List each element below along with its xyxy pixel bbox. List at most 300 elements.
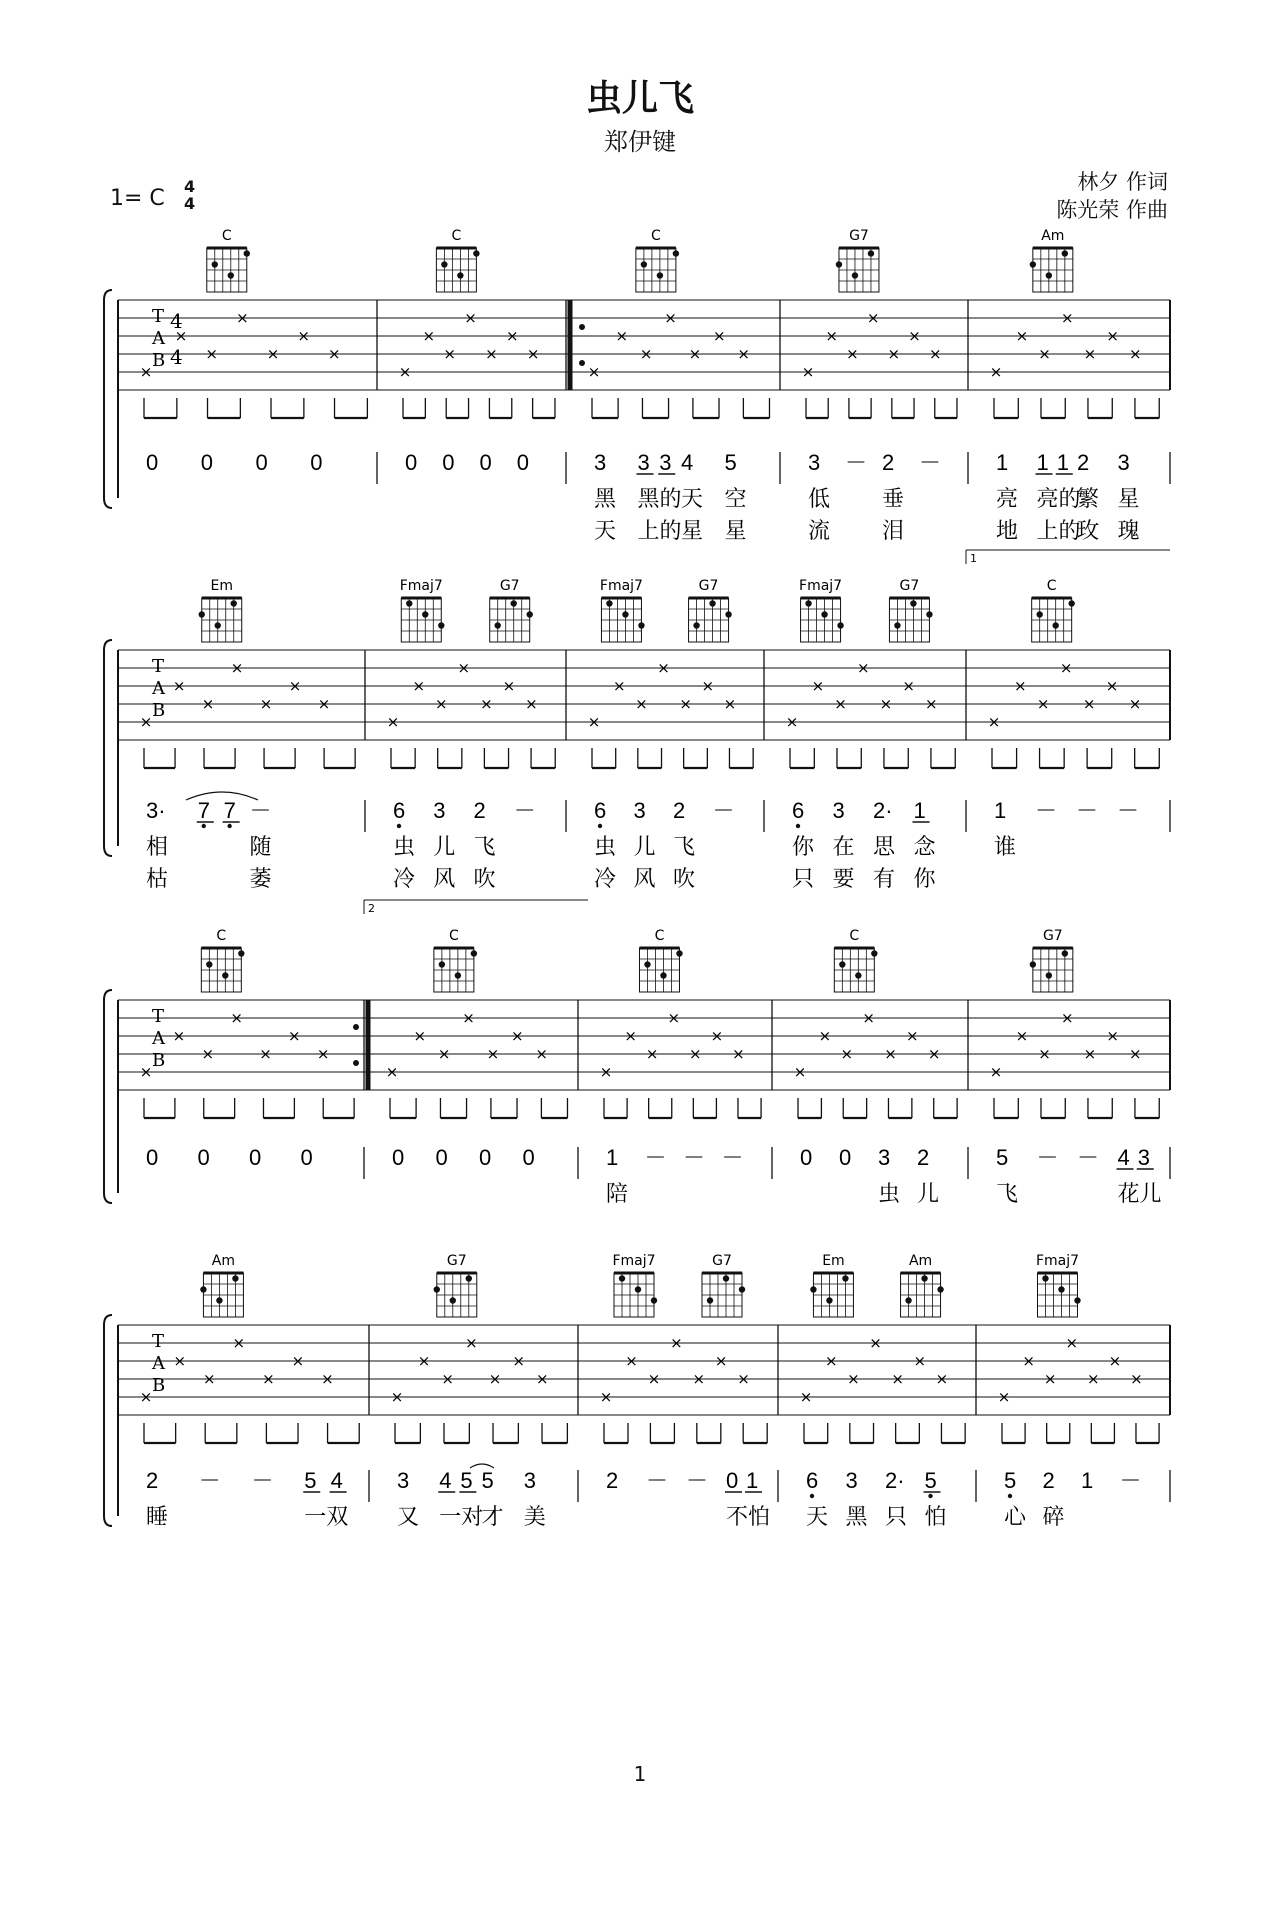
- jianpu-note: 3: [433, 798, 446, 823]
- tab-note-x: ×: [201, 695, 215, 713]
- tab-note-x: ×: [398, 363, 412, 381]
- tab-note-x: ×: [732, 1045, 745, 1063]
- tab-note-x: ×: [526, 345, 540, 363]
- tab-note-x: ×: [1036, 695, 1050, 713]
- tab-note-x: ×: [840, 1045, 854, 1063]
- chord-finger-dot: [206, 961, 212, 967]
- tab-note-x: ×: [413, 1027, 427, 1045]
- tab-note-x: ×: [437, 1045, 451, 1063]
- jianpu-note: 4: [1117, 1145, 1130, 1170]
- chord-finger-dot: [1046, 272, 1052, 278]
- tab-note-x: ×: [441, 1370, 454, 1388]
- jianpu-note: －: [249, 798, 272, 823]
- jianpu-note: 1: [996, 450, 1009, 475]
- chord-finger-dot: [457, 272, 463, 278]
- tab-note-x: ×: [139, 1388, 153, 1406]
- lyricist-credit: 林夕 作词: [1077, 170, 1168, 194]
- chord-finger-dot: [1030, 961, 1036, 967]
- volta-number: 1: [970, 552, 977, 565]
- jianpu-note: 3: [637, 450, 650, 475]
- chord-finger-dot: [635, 1286, 641, 1292]
- jianpu-note: 0: [839, 1145, 852, 1170]
- chord-finger-dot: [707, 1297, 713, 1303]
- jianpu-note: 0: [522, 1145, 535, 1170]
- jianpu-note: 0: [146, 450, 159, 475]
- chord-name: Fmaj7: [399, 578, 443, 594]
- chord-finger-dot: [638, 622, 644, 628]
- lyric-syllable: 天: [594, 519, 617, 544]
- chord-finger-dot: [232, 1275, 238, 1281]
- chord-finger-dot: [868, 250, 874, 256]
- chord-finger-dot: [466, 1275, 472, 1281]
- chord-name: Am: [908, 1253, 933, 1269]
- lyric-syllable: 怕: [924, 1505, 947, 1530]
- tab-note-x: ×: [172, 677, 186, 695]
- jianpu-note: 4: [330, 1468, 343, 1493]
- tab-note-x: ×: [799, 1388, 813, 1406]
- lyric-syllable: 黑: [845, 1505, 868, 1530]
- jianpu-note: 3: [1137, 1145, 1150, 1170]
- chord-finger-dot: [527, 611, 533, 617]
- chord-finger-dot: [441, 261, 447, 267]
- jianpu-note: －: [1035, 798, 1058, 823]
- chord-finger-dot: [805, 600, 811, 606]
- chord-finger-dot: [455, 972, 461, 978]
- chord-finger-dot: [693, 622, 699, 628]
- tab-note-x: ×: [1015, 327, 1029, 345]
- tab-note-x: ×: [635, 695, 648, 713]
- lyric-syllable: 垂: [882, 487, 905, 512]
- chord-name: C: [650, 228, 661, 244]
- chord-finger-dot: [837, 622, 843, 628]
- lyric-syllable: 儿: [917, 1182, 940, 1207]
- lyric-syllable: 你: [913, 867, 936, 892]
- chord-name: Fmaj7: [612, 1253, 656, 1269]
- tab-clef-letter: A: [152, 328, 165, 349]
- tab-note-x: ×: [710, 1027, 724, 1045]
- tab-note-x: ×: [259, 695, 273, 713]
- chord-finger-dot: [606, 600, 612, 606]
- chord-name: Fmaj7: [1035, 1253, 1080, 1269]
- chord-finger-dot: [836, 261, 842, 267]
- lyric-syllable: 瑰: [1117, 519, 1140, 544]
- jianpu-note: 1: [913, 798, 926, 823]
- lyric-syllable: 心: [1004, 1505, 1027, 1530]
- tab-note-x: ×: [480, 695, 493, 713]
- tab-note-x: ×: [139, 363, 153, 381]
- lyric-syllable: 星: [1117, 487, 1140, 512]
- tab-note-x: ×: [1106, 327, 1119, 345]
- lyric-syllable: 睡: [146, 1505, 169, 1530]
- lyric-syllable: 上的: [1036, 519, 1081, 544]
- tab-note-x: ×: [997, 1388, 1011, 1406]
- chord-finger-dot: [212, 261, 218, 267]
- tab-note-x: ×: [1038, 345, 1051, 363]
- tab-note-x: ×: [887, 345, 901, 363]
- tab-note-x: ×: [1083, 1045, 1097, 1063]
- jianpu-note: 2: [1042, 1468, 1055, 1493]
- chord-finger-dot: [622, 611, 628, 617]
- chord-finger-dot: [495, 622, 501, 628]
- chord-finger-dot: [200, 1286, 206, 1292]
- chord-finger-dot: [921, 1275, 927, 1281]
- lyric-syllable: 泪: [882, 519, 905, 544]
- tab-note-x: ×: [624, 1027, 637, 1045]
- tab-clef-letter: B: [152, 700, 166, 721]
- tab-note-x: ×: [647, 1370, 661, 1388]
- tab-note-x: ×: [259, 1045, 272, 1063]
- jianpu-note: 2: [1077, 450, 1090, 475]
- jianpu-note: 5: [304, 1468, 317, 1493]
- tab-note-x: ×: [834, 695, 847, 713]
- lyric-syllable: 随: [249, 835, 272, 860]
- lyric-syllable: 儿: [433, 835, 456, 860]
- tab-note-x: ×: [689, 1045, 702, 1063]
- lyric-syllable: 枯: [146, 867, 169, 892]
- tab-note-x: ×: [1108, 1352, 1122, 1370]
- tab-note-x: ×: [587, 363, 601, 381]
- tab-note-x: ×: [422, 327, 436, 345]
- tab-note-x: ×: [599, 1063, 613, 1081]
- tab-note-x: ×: [1038, 1045, 1051, 1063]
- lyric-syllable: 黑: [594, 487, 617, 512]
- tab-clef-letter: B: [152, 1050, 166, 1071]
- time-signature-top: 4: [184, 177, 196, 196]
- tab-note-x: ×: [906, 1027, 919, 1045]
- chord-name: Am: [1041, 228, 1065, 244]
- chord-finger-dot: [231, 600, 237, 606]
- tab-note-x: ×: [692, 1370, 706, 1388]
- jianpu-note: 3: [1117, 450, 1130, 475]
- chord-finger-dot: [511, 600, 517, 606]
- chord-finger-dot: [905, 1297, 911, 1303]
- tab-clef-letter: A: [152, 678, 165, 699]
- jianpu-note: 3: [633, 798, 646, 823]
- tab-note-x: ×: [793, 1063, 807, 1081]
- jianpu-note: 1: [994, 798, 1007, 823]
- lyric-syllable: 飞: [996, 1182, 1019, 1207]
- tab-note-x: ×: [462, 1009, 475, 1027]
- jianpu-note: 0: [800, 1145, 813, 1170]
- lyric-syllable: 才: [481, 1505, 504, 1530]
- tab-note-x: ×: [288, 677, 302, 695]
- tab-note-x: ×: [891, 1370, 904, 1388]
- lyric-syllable: 飞: [473, 835, 496, 860]
- chord-finger-dot: [839, 961, 845, 967]
- chord-finger-dot: [852, 272, 858, 278]
- lyric-syllable: 空: [724, 487, 747, 512]
- tab-note-x: ×: [927, 1045, 941, 1063]
- artist-name: 郑伊键: [604, 128, 676, 156]
- tab-note-x: ×: [1130, 1370, 1143, 1388]
- tab-note-x: ×: [230, 659, 244, 677]
- chord-finger-dot: [673, 250, 679, 256]
- tab-note-x: ×: [486, 1045, 500, 1063]
- tab-note-x: ×: [297, 327, 310, 345]
- lyric-syllable: 风: [433, 867, 456, 892]
- chord-finger-dot: [842, 1275, 848, 1281]
- tab-clef-letter: A: [152, 1353, 165, 1374]
- tab-note-x: ×: [737, 1370, 750, 1388]
- tab-note-x: ×: [856, 659, 870, 677]
- tab-clef-letter: T: [152, 306, 165, 327]
- chord-finger-dot: [651, 1297, 657, 1303]
- chord-finger-dot: [641, 261, 647, 267]
- tab-note-x: ×: [1043, 1370, 1057, 1388]
- tab-note-x: ×: [386, 713, 400, 731]
- chord-name: Am: [211, 1253, 236, 1269]
- lyric-syllable: 谁: [994, 835, 1017, 860]
- lyric-syllable: 萎: [249, 867, 272, 892]
- chord-finger-dot: [1058, 1286, 1064, 1292]
- key-signature: 1= C: [110, 186, 165, 211]
- chord-name: G7: [698, 578, 719, 594]
- tab-note-x: ×: [1106, 1027, 1119, 1045]
- tab-note-x: ×: [505, 327, 519, 345]
- chord-name: G7: [849, 228, 869, 244]
- chord-name: C: [221, 228, 232, 244]
- lyric-syllable: 玫: [1077, 519, 1100, 544]
- jianpu-note: 5: [1004, 1468, 1017, 1493]
- tab-note-x: ×: [818, 1027, 832, 1045]
- system-bracket: [104, 640, 112, 856]
- jianpu-note: 2·: [873, 798, 893, 823]
- jianpu-note: 2: [146, 1468, 159, 1493]
- tab-clef-letter: T: [152, 656, 165, 677]
- tab-note-x: ×: [989, 363, 1003, 381]
- chord-finger-dot: [676, 950, 682, 956]
- tab-note-x: ×: [174, 327, 188, 345]
- tab-note-x: ×: [688, 345, 702, 363]
- tab-note-x: ×: [928, 345, 942, 363]
- jianpu-note: 2: [882, 450, 895, 475]
- chord-name: G7: [1042, 928, 1063, 944]
- jianpu-note: －: [251, 1468, 274, 1493]
- tab-note-x: ×: [908, 327, 921, 345]
- chord-name: G7: [899, 578, 920, 594]
- tab-note-x: ×: [612, 677, 626, 695]
- tab-note-x: ×: [390, 1388, 404, 1406]
- tab-note-x: ×: [599, 1388, 613, 1406]
- jianpu-note: 4: [681, 450, 694, 475]
- jianpu-note: 1: [1081, 1468, 1094, 1493]
- tab-clef-letter: A: [152, 1028, 165, 1049]
- chord-finger-dot: [894, 622, 900, 628]
- chord-finger-dot: [238, 950, 244, 956]
- tab-note-x: ×: [1022, 1352, 1035, 1370]
- jianpu-note: 0: [516, 450, 529, 475]
- jianpu-note: 3: [845, 1468, 858, 1493]
- chord-finger-dot: [644, 961, 650, 967]
- tab-note-x: ×: [785, 713, 799, 731]
- lyric-syllable: 花儿: [1117, 1182, 1162, 1207]
- tab-note-x: ×: [172, 1027, 186, 1045]
- tab-time-bottom: 4: [170, 345, 183, 369]
- tab-note-x: ×: [536, 1370, 549, 1388]
- tab-note-x: ×: [485, 345, 498, 363]
- tab-note-x: ×: [679, 695, 692, 713]
- chord-finger-dot: [1042, 1275, 1048, 1281]
- jianpu-note: －: [513, 798, 536, 823]
- tab-note-x: ×: [291, 1352, 305, 1370]
- lyric-syllable: 地: [996, 519, 1019, 544]
- jianpu-note: 0: [442, 450, 455, 475]
- jianpu-note: 3·: [146, 798, 166, 823]
- lyric-syllable: 一双: [304, 1505, 349, 1530]
- system-bracket: [104, 1315, 112, 1526]
- jianpu-note: 5: [724, 450, 737, 475]
- lyric-syllable: 虫: [878, 1182, 901, 1207]
- tab-note-x: ×: [1083, 345, 1097, 363]
- chord-finger-dot: [450, 1297, 456, 1303]
- jianpu-note: －: [721, 1145, 744, 1170]
- jianpu-low-octave-dot: [598, 824, 602, 828]
- tab-note-x: ×: [824, 1352, 838, 1370]
- tab-note-x: ×: [457, 659, 471, 677]
- chord-name: Fmaj7: [599, 578, 643, 594]
- tab-note-x: ×: [385, 1063, 399, 1081]
- chord-name: G7: [499, 578, 520, 594]
- tab-note-x: ×: [139, 713, 153, 731]
- tab-note-x: ×: [512, 1352, 525, 1370]
- chord-finger-dot: [826, 1297, 832, 1303]
- chord-finger-dot: [199, 611, 205, 617]
- chord-finger-dot: [910, 600, 916, 606]
- tab-note-x: ×: [670, 1334, 683, 1352]
- jianpu-low-octave-dot: [227, 824, 231, 828]
- chord-finger-dot: [1030, 261, 1036, 267]
- lyric-syllable: 碎: [1042, 1505, 1065, 1530]
- tab-note-x: ×: [862, 1009, 875, 1027]
- lyric-syllable: 又: [397, 1505, 420, 1530]
- chord-finger-dot: [438, 622, 444, 628]
- jianpu-low-octave-dot: [810, 1494, 814, 1498]
- tab-note-x: ×: [1082, 695, 1096, 713]
- lyric-syllable: 陪: [606, 1182, 629, 1207]
- tab-note-x: ×: [236, 309, 249, 327]
- chord-finger-dot: [926, 611, 932, 617]
- chord-finger-dot: [810, 1286, 816, 1292]
- jianpu-low-octave-dot: [928, 1494, 932, 1498]
- jianpu-note: 3: [659, 450, 672, 475]
- tab-note-x: ×: [173, 1352, 187, 1370]
- jianpu-note: 7: [197, 798, 210, 823]
- tab-note-x: ×: [203, 1370, 216, 1388]
- jianpu-note: －: [919, 450, 942, 475]
- lyric-syllable: 相: [146, 835, 169, 860]
- jianpu-note: －: [198, 1468, 221, 1493]
- lyric-syllable: 亮: [996, 487, 1019, 512]
- chord-finger-dot: [657, 272, 663, 278]
- tab-clef-letter: B: [152, 1375, 166, 1396]
- jianpu-note: 2: [473, 798, 486, 823]
- lyric-syllable: 冷: [594, 867, 617, 892]
- chord-name: C: [451, 228, 462, 244]
- jianpu-note: 3: [397, 1468, 410, 1493]
- chord-finger-dot: [471, 950, 477, 956]
- tab-note-x: ×: [262, 1370, 275, 1388]
- jianpu-note: 6: [393, 798, 406, 823]
- lyric-syllable: 天: [806, 1505, 829, 1530]
- chord-finger-dot: [434, 1286, 440, 1292]
- tab-note-x: ×: [1013, 677, 1027, 695]
- tab-note-x: ×: [316, 1045, 330, 1063]
- tab-note-x: ×: [1087, 1370, 1100, 1388]
- jianpu-note: 6: [594, 798, 607, 823]
- jianpu-note: 5: [481, 1468, 494, 1493]
- lyric-syllable: 风: [633, 867, 656, 892]
- chord-finger-dot: [1068, 600, 1074, 606]
- tab-note-x: ×: [1060, 1009, 1074, 1027]
- chord-finger-dot: [1062, 250, 1068, 256]
- lyric-syllable: 黑的: [637, 487, 682, 512]
- tab-note-x: ×: [525, 695, 538, 713]
- tab-note-x: ×: [1129, 1045, 1142, 1063]
- lyric-syllable: 只: [885, 1505, 908, 1530]
- tab-note-x: ×: [737, 345, 750, 363]
- lyric-syllable: 吹: [473, 867, 496, 892]
- system-bracket: [104, 290, 112, 508]
- jianpu-note: 0: [200, 450, 213, 475]
- tab-note-x: ×: [1015, 1027, 1029, 1045]
- lyric-syllable: 思: [873, 835, 896, 860]
- chord-finger-dot: [855, 972, 861, 978]
- jianpu-note: 0: [255, 450, 268, 475]
- jianpu-note: 0: [310, 450, 323, 475]
- jianpu-note: 0: [435, 1145, 448, 1170]
- tab-note-x: ×: [902, 677, 915, 695]
- system-bracket: [104, 990, 112, 1203]
- jianpu-low-octave-dot: [397, 824, 401, 828]
- jianpu-note: －: [644, 1145, 667, 1170]
- chord-finger-dot: [821, 611, 827, 617]
- chord-finger-dot: [871, 950, 877, 956]
- jianpu-note: 6: [806, 1468, 819, 1493]
- tab-note-x: ×: [1128, 695, 1142, 713]
- tab-note-x: ×: [328, 345, 341, 363]
- jianpu-low-octave-dot: [796, 824, 800, 828]
- tab-note-x: ×: [701, 677, 715, 695]
- tab-note-x: ×: [502, 677, 516, 695]
- lyric-syllable: 一对: [439, 1505, 484, 1530]
- lyric-syllable: 只: [792, 867, 815, 892]
- tab-note-x: ×: [201, 1045, 215, 1063]
- composer-credit: 陈光荣 作曲: [1056, 198, 1168, 222]
- chord-finger-dot: [660, 972, 666, 978]
- jianpu-note: 2: [606, 1468, 619, 1493]
- jianpu-note: 0: [726, 1468, 739, 1493]
- jianpu-note: 4: [439, 1468, 452, 1493]
- tab-note-x: ×: [1129, 345, 1142, 363]
- tab-note-x: ×: [488, 1370, 502, 1388]
- jianpu-note: 3: [832, 798, 845, 823]
- chord-name: G7: [446, 1253, 467, 1269]
- chord-name: C: [448, 928, 459, 944]
- jianpu-note: 3: [523, 1468, 536, 1493]
- jianpu-note: 6: [792, 798, 805, 823]
- chord-name: C: [1046, 578, 1057, 594]
- tab-note-x: ×: [205, 345, 218, 363]
- chord-finger-dot: [619, 1275, 625, 1281]
- volta-number: 2: [368, 902, 375, 915]
- jianpu-low-octave-dot: [1008, 1494, 1012, 1498]
- tab-note-x: ×: [464, 309, 477, 327]
- lyric-syllable: 儿: [633, 835, 656, 860]
- tab-note-x: ×: [811, 677, 825, 695]
- tab-note-x: ×: [884, 1045, 897, 1063]
- jianpu-note: 0: [405, 450, 418, 475]
- tab-note-x: ×: [712, 327, 726, 345]
